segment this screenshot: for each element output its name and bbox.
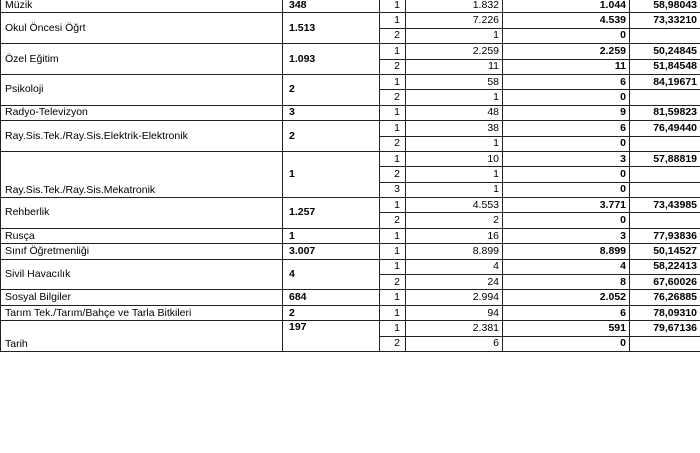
- group-number: 1: [380, 151, 406, 166]
- program-quota: 1.093: [283, 44, 380, 75]
- group-number: 1: [380, 0, 406, 13]
- applicant-count: 7.226: [406, 13, 503, 28]
- placed-count: 11: [503, 59, 630, 74]
- program-name: Tarım Tek./Tarım/Bahçe ve Tarla Bitkileri: [1, 305, 283, 320]
- min-score: 50,14527: [630, 244, 700, 259]
- program-quota: 2: [283, 305, 380, 320]
- applicant-count: 94: [406, 305, 503, 320]
- group-number: 1: [380, 13, 406, 28]
- applicant-count: 1.832: [406, 0, 503, 13]
- applicant-count: 58: [406, 74, 503, 89]
- program-quota: 3: [283, 105, 380, 120]
- table-row: [1, 198, 700, 213]
- table-row: [1, 74, 700, 89]
- applicant-count: 16: [406, 228, 503, 243]
- min-score: 77,93836: [630, 228, 700, 243]
- program-quota: 2: [283, 121, 380, 152]
- placed-count: 3: [503, 151, 630, 166]
- placed-count: 6: [503, 121, 630, 136]
- group-number: 1: [380, 321, 406, 336]
- program-quota: 3.007: [283, 244, 380, 259]
- program-name: Okul Öncesi Öğrt: [1, 13, 283, 44]
- group-number: 2: [380, 90, 406, 105]
- group-number: 1: [380, 305, 406, 320]
- group-number: 2: [380, 59, 406, 74]
- program-quota: 1.513: [283, 13, 380, 44]
- applicant-count: 11: [406, 59, 503, 74]
- applicant-count: 2.381: [406, 321, 503, 336]
- placed-count: 0: [503, 213, 630, 228]
- program-quota: 2: [283, 74, 380, 105]
- min-score: 76,49440: [630, 121, 700, 136]
- placed-count: 0: [503, 336, 630, 351]
- program-name: Psikoloji: [1, 74, 283, 105]
- min-score: 50,24845: [630, 44, 700, 59]
- program-name: Özel Eğitim: [1, 44, 283, 75]
- group-number: 2: [380, 136, 406, 151]
- group-number: 2: [380, 28, 406, 43]
- min-score: 57,88819: [630, 151, 700, 166]
- group-number: 1: [380, 105, 406, 120]
- program-name: Radyo-Televizyon: [1, 105, 283, 120]
- placed-count: 2.259: [503, 44, 630, 59]
- placed-count: 0: [503, 136, 630, 151]
- program-name: Ray.Sis.Tek./Ray.Sis.Mekatronik: [1, 151, 283, 197]
- placed-count: 2.052: [503, 290, 630, 305]
- group-number: 1: [380, 244, 406, 259]
- program-name: Sınıf Öğretmenliği: [1, 244, 283, 259]
- placed-count: 0: [503, 90, 630, 105]
- placed-count: 9: [503, 105, 630, 120]
- min-score: 84,19671: [630, 74, 700, 89]
- applicant-count: 6: [406, 336, 503, 351]
- program-quota: 684: [283, 290, 380, 305]
- program-quota: 1: [283, 228, 380, 243]
- placed-count: 3.771: [503, 198, 630, 213]
- applicant-count: 8.899: [406, 244, 503, 259]
- placed-count: 8: [503, 275, 630, 290]
- min-score: 58,22413: [630, 259, 700, 274]
- table-row: [1, 290, 700, 305]
- group-number: 3: [380, 182, 406, 197]
- program-quota: 348: [283, 0, 380, 13]
- program-quota: 4: [283, 259, 380, 290]
- table-row: [1, 0, 700, 13]
- group-number: 2: [380, 275, 406, 290]
- table-row: [1, 321, 700, 336]
- applicant-count: 4: [406, 259, 503, 274]
- min-score: 81,59823: [630, 105, 700, 120]
- table-row: [1, 151, 700, 166]
- group-number: 1: [380, 44, 406, 59]
- table-row: [1, 121, 700, 136]
- table-row: [1, 105, 700, 120]
- min-score: 73,43985: [630, 198, 700, 213]
- group-number: 1: [380, 259, 406, 274]
- min-score: 76,26885: [630, 290, 700, 305]
- table-row: [1, 13, 700, 28]
- min-score: [630, 182, 700, 197]
- group-number: 1: [380, 198, 406, 213]
- group-number: 2: [380, 213, 406, 228]
- placed-count: 0: [503, 182, 630, 197]
- program-quota: 197: [283, 321, 380, 352]
- placed-count: 3: [503, 228, 630, 243]
- min-score: 78,09310: [630, 305, 700, 320]
- applicant-count: 4.553: [406, 198, 503, 213]
- placed-count: 0: [503, 167, 630, 182]
- placed-count: 1.044: [503, 0, 630, 13]
- table-row: [1, 244, 700, 259]
- placed-count: 4.539: [503, 13, 630, 28]
- min-score: [630, 167, 700, 182]
- applicant-count: 1: [406, 167, 503, 182]
- applicant-count: 1: [406, 28, 503, 43]
- group-number: 2: [380, 167, 406, 182]
- program-name: Rusça: [1, 228, 283, 243]
- applicant-count: 2.259: [406, 44, 503, 59]
- table-row: [1, 228, 700, 243]
- program-quota: 1: [283, 151, 380, 197]
- min-score: 67,60026: [630, 275, 700, 290]
- placed-count: 4: [503, 259, 630, 274]
- group-number: 1: [380, 228, 406, 243]
- group-number: 1: [380, 74, 406, 89]
- table-row: [1, 259, 700, 274]
- min-score: 58,98043: [630, 0, 700, 13]
- applicant-count: 24: [406, 275, 503, 290]
- applicant-count: 48: [406, 105, 503, 120]
- applicant-count: 1: [406, 136, 503, 151]
- group-number: 1: [380, 121, 406, 136]
- program-name: Tarih: [1, 321, 283, 352]
- min-score: [630, 90, 700, 105]
- results-table-body: [1, 0, 700, 351]
- table-row: [1, 44, 700, 59]
- program-name: Sosyal Bilgiler: [1, 290, 283, 305]
- min-score: 73,33210: [630, 13, 700, 28]
- applicant-count: 1: [406, 182, 503, 197]
- applicant-count: 1: [406, 90, 503, 105]
- table-row: [1, 305, 700, 320]
- program-quota: 1.257: [283, 198, 380, 229]
- min-score: [630, 336, 700, 351]
- applicant-count: 2.994: [406, 290, 503, 305]
- min-score: [630, 28, 700, 43]
- placed-count: 6: [503, 74, 630, 89]
- placed-count: 591: [503, 321, 630, 336]
- placed-count: 8.899: [503, 244, 630, 259]
- min-score: 51,84548: [630, 59, 700, 74]
- program-name: Ray.Sis.Tek./Ray.Sis.Elektrik-Elektronik: [1, 121, 283, 152]
- applicant-count: 2: [406, 213, 503, 228]
- min-score: [630, 213, 700, 228]
- program-name: Sivil Havacılık: [1, 259, 283, 290]
- group-number: 2: [380, 336, 406, 351]
- min-score: 79,67136: [630, 321, 700, 336]
- placed-count: 6: [503, 305, 630, 320]
- group-number: 1: [380, 290, 406, 305]
- applicant-count: 38: [406, 121, 503, 136]
- placed-count: 0: [503, 28, 630, 43]
- min-score: [630, 136, 700, 151]
- program-name: Müzik: [1, 0, 283, 13]
- applicant-count: 10: [406, 151, 503, 166]
- program-name: Rehberlik: [1, 198, 283, 229]
